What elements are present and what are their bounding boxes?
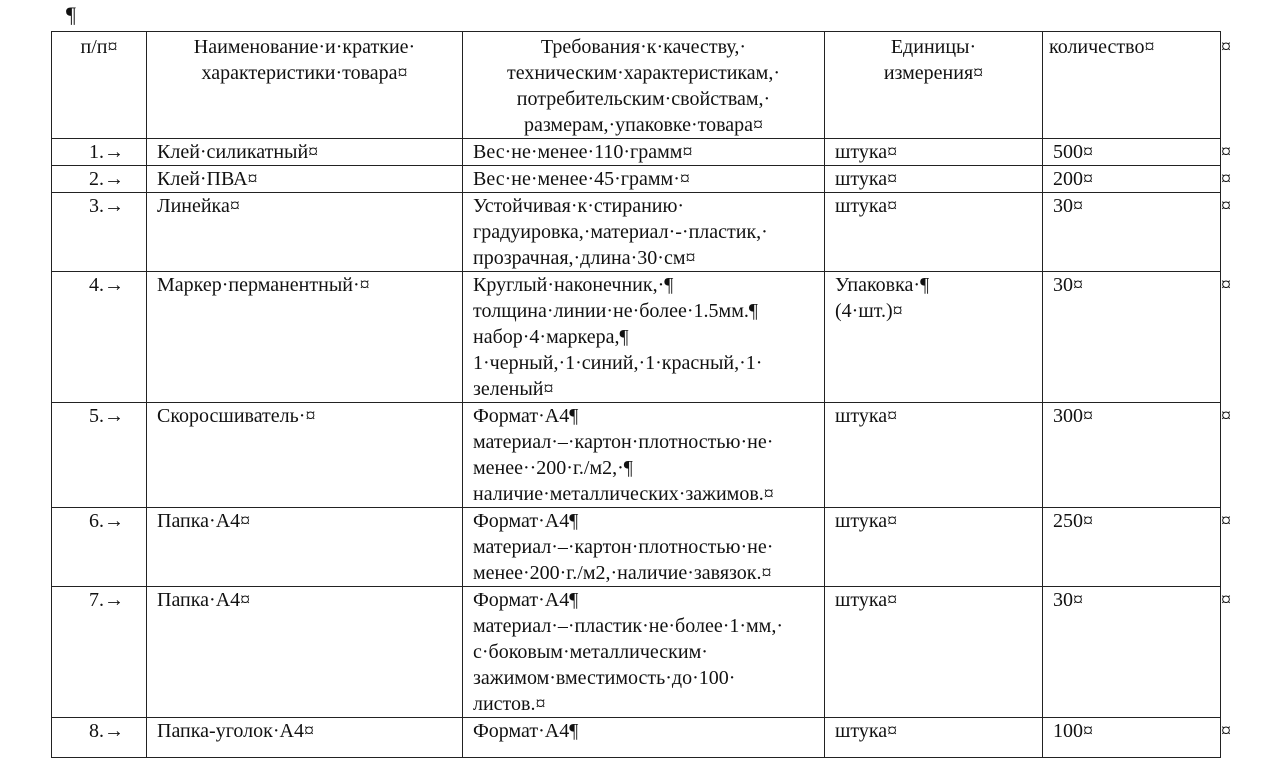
text-line: Папка·А4¤ (157, 510, 251, 532)
text-line: штука¤ (835, 195, 898, 217)
item-unit (825, 718, 1043, 758)
text-line: штука¤ (835, 720, 898, 742)
item-name (147, 587, 463, 718)
text-line: материал·–·пластик·не·более·1·мм,· (473, 615, 783, 637)
text-line: материал·–·картон·плотностью·не· (473, 431, 774, 453)
text-line: Клей·ПВА¤ (157, 168, 258, 190)
text-line: Вес·не·менее·45·грамм·¤ (473, 168, 690, 190)
item-quantity: 250¤ (1043, 508, 1221, 587)
row-end-mark: ¤ (1221, 273, 1231, 296)
text-line: Маркер·перманентный·¤ (157, 274, 370, 296)
text-line: потребительским·свойствам,· (516, 88, 771, 110)
row-end-mark: ¤ (1221, 588, 1231, 611)
text-line: Скоросшиватель·¤ (157, 405, 316, 427)
text-line: штука¤ (835, 141, 898, 163)
row-number: 7.→ (52, 587, 147, 718)
item-name (147, 718, 463, 758)
text-line: техническим·характеристикам,· (507, 62, 780, 84)
table-row (52, 166, 1221, 193)
text-line: (4·шт.)¤ (835, 300, 903, 322)
item-unit (825, 508, 1043, 587)
text-line: менее·200·г./м2,·наличие·завязок.¤ (473, 562, 772, 584)
row-end-mark: ¤ (1221, 719, 1231, 742)
text-line: набор·4·маркера,¶ (473, 326, 629, 348)
row-end-mark: ¤ (1221, 194, 1231, 217)
header-requirements (463, 32, 825, 139)
text-line: характеристики·товара¤ (201, 62, 408, 84)
text-line: Круглый·наконечник,·¶ (473, 274, 674, 296)
text-line: Формат·А4¶ (473, 589, 579, 611)
header-unit (825, 32, 1043, 139)
text-line: измерения¤ (883, 62, 984, 84)
text-line: штука¤ (835, 510, 898, 532)
table-row (52, 587, 1221, 718)
item-requirements (463, 718, 825, 758)
text-line: Упаковка·¶ (835, 274, 930, 296)
item-unit (825, 166, 1043, 193)
table-row (52, 272, 1221, 403)
text-line: зеленый¤ (473, 378, 554, 400)
text-line: 1·черный,·1·синий,·1·красный,·1· (473, 352, 763, 374)
table-row (52, 193, 1221, 272)
text-line: Папка-уголок·А4¤ (157, 720, 314, 742)
row-number: 5.→ (52, 403, 147, 508)
row-end-mark: ¤ (1221, 509, 1231, 532)
item-name (147, 403, 463, 508)
text-line: п/п¤ (80, 36, 118, 58)
row-end-mark: ¤ (1221, 35, 1231, 58)
text-line: Клей·силикатный¤ (157, 141, 319, 163)
text-line: количество¤ (1049, 36, 1155, 58)
text-line: штука¤ (835, 589, 898, 611)
text-line: штука¤ (835, 168, 898, 190)
text-line: прозрачная,·длина·30·см¤ (473, 247, 696, 269)
text-line: Наименование·и·краткие· (193, 36, 416, 58)
item-quantity: 300¤ (1043, 403, 1221, 508)
text-line: Формат·А4¶ (473, 510, 579, 532)
item-requirements (463, 166, 825, 193)
item-name (147, 139, 463, 166)
header-name (147, 32, 463, 139)
text-line: размерам,·упаковке·товара¤ (523, 114, 764, 136)
specification-table (51, 31, 1221, 758)
row-number: 6.→ (52, 508, 147, 587)
item-unit (825, 587, 1043, 718)
item-unit (825, 272, 1043, 403)
item-requirements (463, 508, 825, 587)
text-line: Вес·не·менее·110·грамм¤ (473, 141, 693, 163)
text-line: материал·–·картон·плотностью·не· (473, 536, 774, 558)
text-line: с·боковым·металлическим· (473, 641, 708, 663)
item-requirements (463, 139, 825, 166)
item-requirements (463, 403, 825, 508)
header-num (52, 32, 147, 139)
item-name (147, 272, 463, 403)
text-line: Формат·А4¶ (473, 720, 579, 742)
row-number: 8.→ (52, 718, 147, 758)
row-end-mark: ¤ (1221, 167, 1231, 190)
item-unit (825, 139, 1043, 166)
table-row (52, 508, 1221, 587)
row-number: 4.→ (52, 272, 147, 403)
row-end-mark: ¤ (1221, 404, 1231, 427)
item-requirements (463, 272, 825, 403)
item-name (147, 166, 463, 193)
text-line: менее··200·г./м2,·¶ (473, 457, 633, 479)
item-quantity: 30¤ (1043, 587, 1221, 718)
header-quantity (1043, 32, 1221, 139)
text-line: листов.¤ (473, 693, 546, 715)
text-line: Единицы· (890, 36, 977, 58)
text-line: штука¤ (835, 405, 898, 427)
row-number: 3.→ (52, 193, 147, 272)
item-name (147, 508, 463, 587)
text-line: градуировка,·материал·-·пластик,· (473, 221, 768, 243)
table-header-row (52, 32, 1221, 139)
text-line: Формат·А4¶ (473, 405, 579, 427)
text-line: Устойчивая·к·стиранию· (473, 195, 685, 217)
item-quantity: 30¤ (1043, 272, 1221, 403)
text-line: Линейка¤ (157, 195, 240, 217)
text-line: зажимом·вместимость·до·100· (473, 667, 736, 689)
item-quantity: 30¤ (1043, 193, 1221, 272)
text-line: толщина·линии·не·более·1.5мм.¶ (473, 300, 758, 322)
item-quantity: 500¤ (1043, 139, 1221, 166)
table-row (52, 139, 1221, 166)
text-line: наличие·металлических·зажимов.¤ (473, 483, 774, 505)
text-line: Папка·А4¤ (157, 589, 251, 611)
table-row (52, 403, 1221, 508)
item-name (147, 193, 463, 272)
paragraph-mark: ¶ (66, 2, 76, 27)
item-quantity: 200¤ (1043, 166, 1221, 193)
row-number: 1.→ (52, 139, 147, 166)
item-requirements (463, 587, 825, 718)
row-end-mark: ¤ (1221, 140, 1231, 163)
row-number: 2.→ (52, 166, 147, 193)
item-unit (825, 193, 1043, 272)
table-row (52, 718, 1221, 758)
text-line: Требования·к·качеству,· (540, 36, 747, 58)
item-quantity: 100¤ (1043, 718, 1221, 758)
item-requirements (463, 193, 825, 272)
item-unit (825, 403, 1043, 508)
